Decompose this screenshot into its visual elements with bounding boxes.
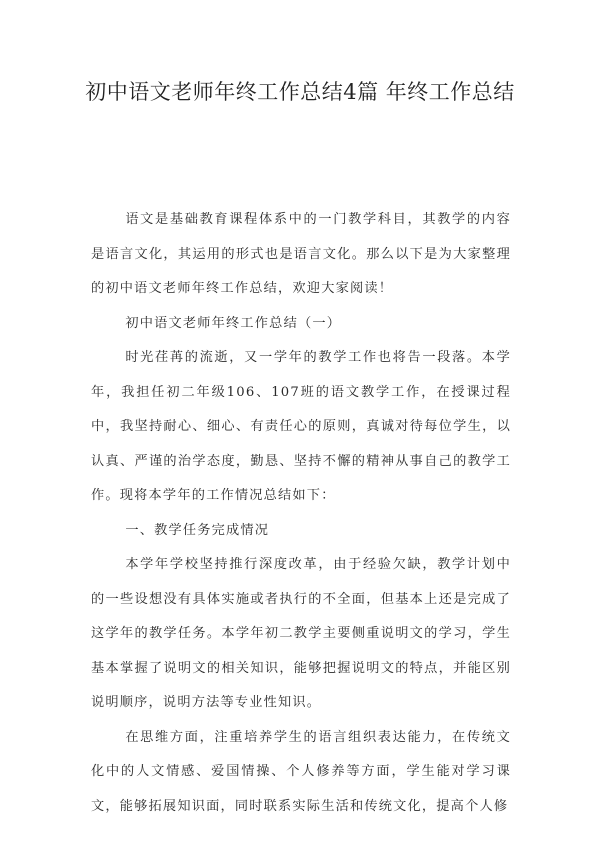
body-paragraph: 时光荏苒的流逝，又一学年的教学工作也将告一段落。本学年，我担任初二年级106、107班的语文教学工作，在授课过程中，我坚持耐心、细心、有责任心的原则，真诚对待每位学生，以认真、严谨的治学态度，勤恳、坚持不懈的精神从事自己的教学工作。现将本学年的工作情况总结如下： [91,350,511,503]
intro-paragraph: 语文是基础教育课程体系中的一门教学科目，其教学的内容是语言文化，其运用的形式也是语言文化。那么以下是为大家整理的初中语文老师年终工作总结，欢迎大家阅读！ [91,212,511,296]
body-paragraph: 本学年学校坚持推行深度改革，由于经验欠缺，教学计划中的一些设想没有具体实施或者执行的不全面，但基本上还是完成了这学年的教学任务。本学年初二教学主要侧重说明文的学习，学生基本掌握了说明文的相关知识，能够把握说明文的特点，并能区别说明顺序，说明方法等专业性知识。 [91,557,511,710]
document-title: 初中语文老师年终工作总结4篇 年终工作总结 [85,80,515,104]
document-body [91,203,511,824]
body-paragraph: 在思维方面，注重培养学生的语言组织表达能力，在传统文化中的人文情感、爱国情操、个人修养等方面，学生能对学习课文，能够拓展知识面，同时联系实际生活和传统文化，提高个人修 [91,729,511,814]
subsection-heading-1: 一、教学任务完成情况 [125,522,270,538]
section-heading-1: 初中语文老师年终工作总结（一） [125,315,342,331]
